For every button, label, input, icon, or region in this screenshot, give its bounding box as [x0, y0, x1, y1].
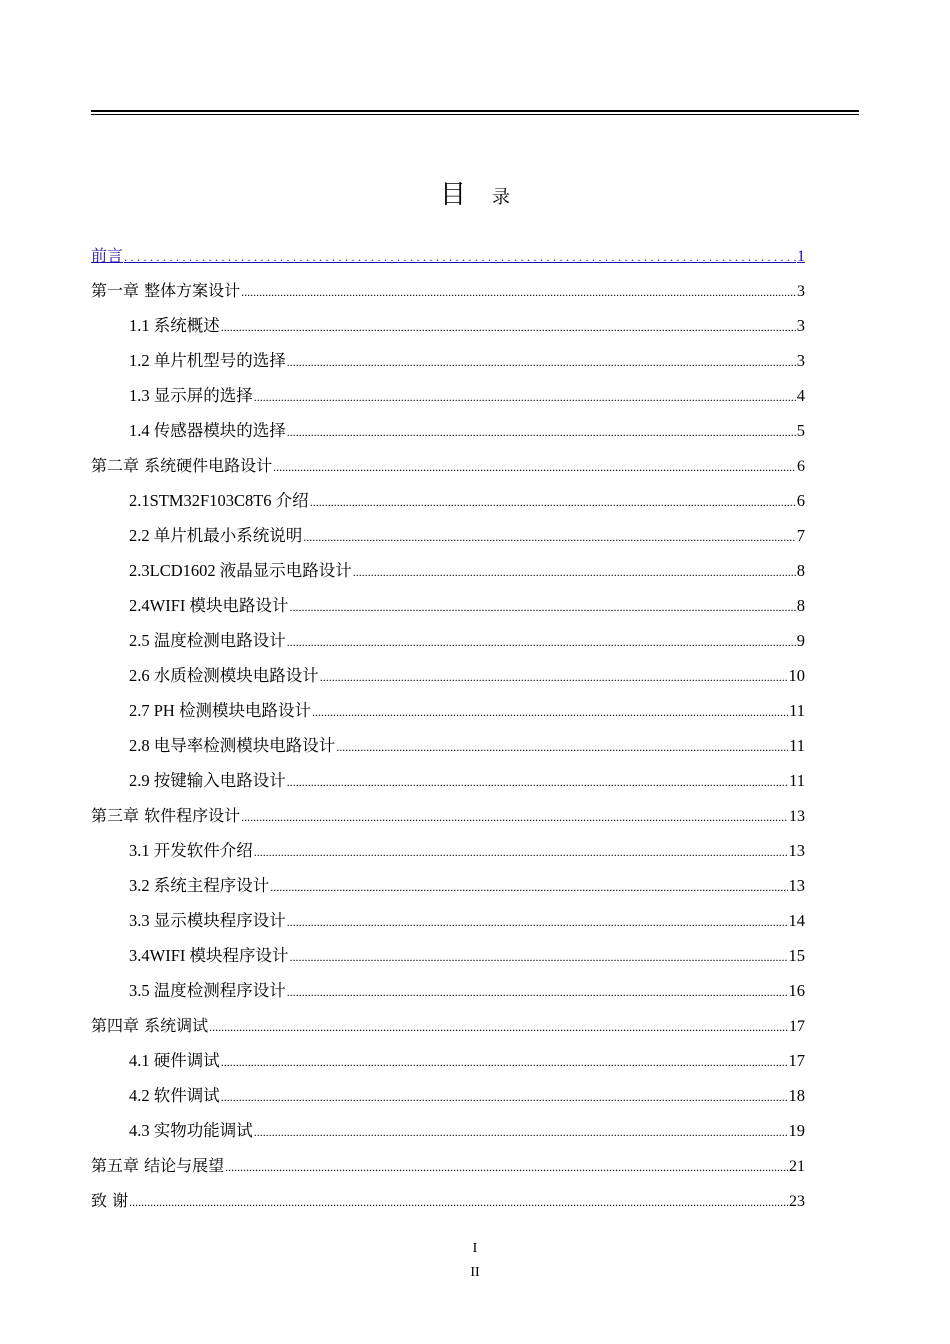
- toc-section-entry[interactable]: [91, 553, 805, 588]
- toc-dot-leader: [273, 450, 796, 485]
- toc-entry-label: 2.7 PH 检测模块电路设计: [129, 701, 311, 720]
- toc-dot-leader: [290, 590, 796, 625]
- toc-entry-page: 13: [788, 876, 805, 895]
- toc-dot-leader: [287, 415, 796, 450]
- toc-dot-leader: [287, 905, 788, 940]
- toc-dot-leader: [129, 1185, 788, 1220]
- toc-entry-page: 3: [796, 316, 805, 335]
- header-rule-thick: [91, 110, 859, 112]
- toc-entry-label: 第一章 整体方案设计: [91, 281, 241, 300]
- toc-entry-label: 4.3 实物功能调试: [129, 1121, 253, 1140]
- toc-entry-label: 3.5 温度检测程序设计: [129, 981, 286, 1000]
- toc-entry-page: 5: [796, 421, 805, 440]
- toc-entry-page: 3: [797, 283, 805, 300]
- toc-entry-page: 1: [797, 248, 805, 265]
- toc-entry-page: 11: [789, 771, 805, 790]
- table-of-contents: [91, 238, 805, 1218]
- toc-entry-label: 2.9 按键输入电路设计: [129, 771, 286, 790]
- toc-entry-label: 1.2 单片机型号的选择: [129, 351, 286, 370]
- toc-entry-page: 8: [796, 561, 805, 580]
- toc-section-entry[interactable]: [91, 588, 805, 623]
- toc-dot-leader: [221, 1045, 788, 1080]
- toc-title-main: 目: [439, 180, 466, 210]
- toc-entry-label: 2.8 电导率检测模块电路设计: [129, 736, 336, 755]
- toc-link-entry[interactable]: [91, 238, 805, 273]
- toc-entry-page: 6: [797, 458, 805, 475]
- toc-dot-leader: [254, 380, 796, 415]
- toc-dot-leader: [353, 555, 796, 590]
- toc-dot-leader: [310, 485, 796, 520]
- toc-chapter-entry[interactable]: [91, 448, 805, 483]
- toc-entry-label: 第四章 系统调试: [91, 1016, 209, 1035]
- toc-entry-label: 第二章 系统硬件电路设计: [91, 456, 273, 475]
- toc-entry-page: 4: [796, 386, 805, 405]
- toc-section-entry[interactable]: [91, 623, 805, 658]
- toc-entry-page: 15: [788, 946, 805, 965]
- toc-dot-leader: [303, 520, 796, 555]
- toc-section-entry[interactable]: [91, 1078, 805, 1113]
- toc-entry-label: 1.1 系统概述: [129, 316, 220, 335]
- toc-title-sub: 录: [492, 187, 510, 208]
- toc-section-entry[interactable]: [91, 343, 805, 378]
- toc-dot-leader: [290, 940, 788, 975]
- toc-section-entry[interactable]: [91, 413, 805, 448]
- toc-entry-label: 2.2 单片机最小系统说明: [129, 526, 303, 545]
- toc-dot-leader: [287, 975, 788, 1010]
- toc-chapter-entry[interactable]: [91, 798, 805, 833]
- toc-section-entry[interactable]: [91, 1113, 805, 1148]
- toc-entry-page: 19: [788, 1121, 805, 1140]
- toc-section-entry[interactable]: [91, 378, 805, 413]
- toc-entry-page: 9: [796, 631, 805, 650]
- toc-section-entry[interactable]: [91, 903, 805, 938]
- toc-section-entry[interactable]: [91, 763, 805, 798]
- toc-section-entry[interactable]: [91, 833, 805, 868]
- toc-entry-label: 3.2 系统主程序设计: [129, 876, 270, 895]
- toc-dot-leader: [287, 625, 796, 660]
- toc-entry-label: 3.4WIFI 模块程序设计: [129, 946, 289, 965]
- toc-entry-page: 14: [788, 911, 805, 930]
- toc-dot-leader: [287, 765, 788, 800]
- toc-section-entry[interactable]: [91, 973, 805, 1008]
- toc-entry-label: 第五章 结论与展望: [91, 1156, 225, 1175]
- toc-dot-leader: [270, 870, 787, 905]
- toc-chapter-entry[interactable]: [91, 1008, 805, 1043]
- toc-entry-page: 17: [788, 1051, 805, 1070]
- page-number-roman-1: I: [472, 1241, 478, 1256]
- toc-entry-label: 前言: [91, 246, 124, 265]
- toc-entry-label: 3.1 开发软件介绍: [129, 841, 253, 860]
- toc-entry-label: 2.3LCD1602 液晶显示电路设计: [129, 561, 352, 580]
- toc-entry-page: 11: [789, 701, 805, 720]
- toc-section-entry[interactable]: [91, 483, 805, 518]
- toc-dot-leader: [254, 1115, 788, 1150]
- toc-entry-page: 16: [788, 981, 805, 1000]
- toc-entry-label: 1.4 传感器模块的选择: [129, 421, 286, 440]
- toc-entry-page: 7: [796, 526, 805, 545]
- toc-chapter-entry[interactable]: [91, 1148, 805, 1183]
- toc-section-entry[interactable]: [91, 658, 805, 693]
- toc-entry-page: 13: [788, 841, 805, 860]
- toc-section-entry[interactable]: [91, 938, 805, 973]
- toc-section-entry[interactable]: [91, 1043, 805, 1078]
- toc-section-entry[interactable]: [91, 728, 805, 763]
- toc-chapter-entry[interactable]: [91, 273, 805, 308]
- toc-entry-page: 3: [796, 351, 805, 370]
- toc-entry-page: 8: [796, 596, 805, 615]
- toc-section-entry[interactable]: [91, 518, 805, 553]
- toc-section-entry[interactable]: [91, 308, 805, 343]
- toc-entry-label: 2.5 温度检测电路设计: [129, 631, 286, 650]
- toc-title: [0, 174, 950, 211]
- toc-entry-page: 13: [789, 808, 805, 825]
- toc-entry-page: 21: [789, 1158, 805, 1175]
- toc-entry-label: 2.1STM32F103C8T6 介绍: [129, 491, 309, 510]
- toc-section-entry[interactable]: [91, 868, 805, 903]
- toc-chapter-entry[interactable]: [91, 1183, 805, 1218]
- toc-entry-page: 11: [789, 736, 805, 755]
- toc-entry-label: 2.6 水质检测模块电路设计: [129, 666, 319, 685]
- toc-entry-label: 致 谢: [91, 1191, 129, 1210]
- toc-dot-leader: [209, 1010, 788, 1045]
- toc-entry-page: 10: [788, 666, 805, 685]
- toc-dot-leader: [241, 800, 788, 835]
- toc-dot-leader: [287, 345, 796, 380]
- toc-dot-leader: [225, 1150, 788, 1185]
- toc-entry-label: 4.1 硬件调试: [129, 1051, 220, 1070]
- toc-entry-page: 6: [796, 491, 805, 510]
- header-rule-thin: [91, 114, 859, 115]
- toc-dot-leader: [312, 695, 788, 730]
- toc-dot-leader: [124, 240, 796, 275]
- page-number-roman-2: II: [470, 1265, 480, 1280]
- toc-dot-leader: [241, 275, 796, 310]
- toc-dot-leader: [254, 835, 788, 870]
- toc-dot-leader: [221, 310, 796, 345]
- toc-entry-label: 4.2 软件调试: [129, 1086, 220, 1105]
- toc-dot-leader: [221, 1080, 788, 1115]
- toc-dot-leader: [320, 660, 788, 695]
- toc-entry-label: 第三章 软件程序设计: [91, 806, 241, 825]
- toc-entry-page: 18: [788, 1086, 805, 1105]
- toc-section-entry[interactable]: [91, 693, 805, 728]
- toc-dot-leader: [336, 730, 788, 765]
- toc-entry-label: 3.3 显示模块程序设计: [129, 911, 286, 930]
- toc-entry-label: 1.3 显示屏的选择: [129, 386, 253, 405]
- toc-entry-page: 17: [789, 1018, 805, 1035]
- toc-entry-label: 2.4WIFI 模块电路设计: [129, 596, 289, 615]
- toc-entry-page: 23: [789, 1193, 805, 1210]
